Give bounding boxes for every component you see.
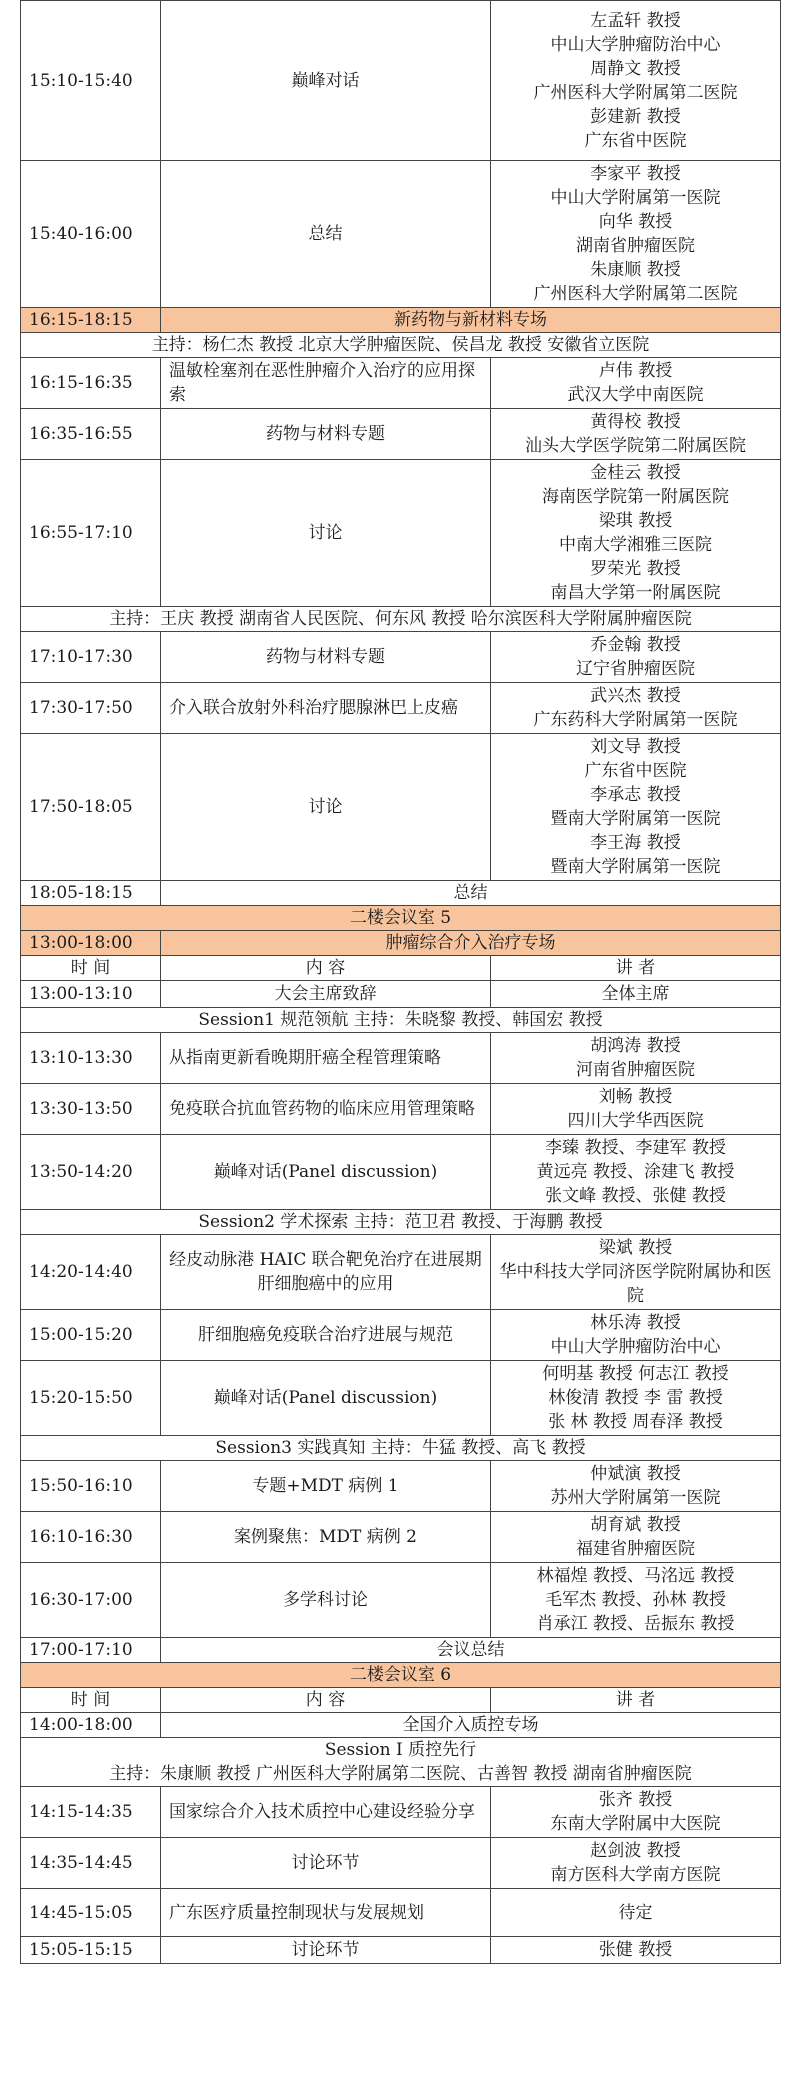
- time-cell: 15:20-15:50: [21, 1361, 161, 1436]
- speaker-cell: [491, 1033, 781, 1084]
- speaker-line: 苏州大学附属第一医院: [550, 1488, 721, 1508]
- speaker-line: 李臻 教授、李建军 教授: [545, 1138, 726, 1158]
- schedule-row-20: [21, 1135, 781, 1210]
- host-text: Session Ⅰ 质控先行: [324, 1740, 477, 1760]
- schedule-row-27: [21, 1512, 781, 1563]
- schedule-row-21: [21, 1210, 781, 1235]
- host-line: [21, 333, 781, 358]
- speaker-line: 广州医科大学附属第二医院: [533, 284, 738, 304]
- speaker-line: 林福煌 教授、马洺远 教授: [536, 1566, 735, 1586]
- speaker-cell: [491, 358, 781, 409]
- speaker-line: 卢伟 教授: [598, 361, 673, 381]
- session-title: 肿瘤综合介入治疗专场: [161, 931, 781, 956]
- time-cell: 16:15-16:35: [21, 358, 161, 409]
- schedule-row-24: [21, 1361, 781, 1436]
- speaker-line: 左孟轩 教授: [590, 10, 681, 31]
- speaker-line: 毛军杰 教授、孙林 教授: [545, 1590, 726, 1610]
- speaker-line: 全体主席: [601, 984, 670, 1004]
- time-cell: 15:10-15:40: [21, 1, 161, 161]
- speaker-cell: [491, 632, 781, 683]
- speaker-line: 何明基 教授 何志江 教授: [542, 1364, 729, 1384]
- schedule-row-14: [21, 931, 781, 956]
- room-title: 二楼会议室 6: [21, 1663, 781, 1688]
- time-cell: 17:50-18:05: [21, 734, 161, 881]
- schedule-row-5: [21, 358, 781, 409]
- schedule-row-22: [21, 1235, 781, 1310]
- time-cell: 13:50-14:20: [21, 1135, 161, 1210]
- speaker-line: 东南大学附属中大医院: [550, 1814, 721, 1834]
- schedule-row-30: [21, 1663, 781, 1688]
- column-header: 讲 者: [491, 1688, 781, 1713]
- speaker-cell: [491, 734, 781, 881]
- schedule-row-34: [21, 1787, 781, 1838]
- time-cell: 13:00-13:10: [21, 981, 161, 1008]
- speaker-line: 福建省肿瘤医院: [576, 1539, 695, 1559]
- speaker-cell: [491, 1838, 781, 1889]
- speaker-line: 南昌大学第一附属医院: [550, 583, 721, 603]
- speaker-line: 广东药科大学附属第一医院: [533, 710, 738, 730]
- host-text-2: 主持：朱康顺 教授 广州医科大学附属第二医院、古善智 教授 湖南省肿瘤医院: [109, 1764, 692, 1784]
- schedule-row-29: [21, 1638, 781, 1663]
- column-header: 时 间: [21, 956, 161, 981]
- schedule-row-36: [21, 1889, 781, 1937]
- speaker-line: 黄得校 教授: [590, 412, 681, 432]
- time-cell: 13:10-13:30: [21, 1033, 161, 1084]
- speaker-line: 张齐 教授: [598, 1790, 673, 1810]
- speaker-cell: [491, 1563, 781, 1638]
- summary-cell: 总结: [161, 881, 781, 906]
- speaker-cell: [491, 1461, 781, 1512]
- host-text: Session1 规范领航 主持：朱晓黎 教授、韩国宏 教授: [198, 1010, 603, 1030]
- schedule-row-31: [21, 1688, 781, 1713]
- schedule-row-11: [21, 734, 781, 881]
- speaker-line: 李家平 教授: [590, 164, 681, 184]
- speaker-cell: [491, 683, 781, 734]
- topic-cell: 温敏栓塞剂在恶性肿瘤介入治疗的应用探索: [161, 358, 491, 409]
- topic-cell: 巅峰对话(Panel discussion): [161, 1361, 491, 1436]
- speaker-line: 中山大学肿瘤防治中心: [550, 1337, 721, 1357]
- time-cell: 13:30-13:50: [21, 1084, 161, 1135]
- topic-cell: 讨论: [161, 460, 491, 607]
- schedule-row-10: [21, 683, 781, 734]
- topic-cell: 讨论环节: [161, 1937, 491, 1964]
- speaker-cell: [491, 1235, 781, 1310]
- topic-cell: 大会主席致辞: [161, 981, 491, 1008]
- speaker-cell: [491, 1937, 781, 1964]
- speaker-line: 李承志 教授: [590, 785, 681, 805]
- speaker-line: 仲斌演 教授: [590, 1464, 681, 1484]
- time-cell: 14:20-14:40: [21, 1235, 161, 1310]
- topic-cell: 肝细胞癌免疫联合治疗进展与规范: [161, 1310, 491, 1361]
- time-cell: 16:10-16:30: [21, 1512, 161, 1563]
- speaker-line: 广东省中医院: [584, 130, 687, 151]
- time-cell: 16:30-17:00: [21, 1563, 161, 1638]
- schedule-row-9: [21, 632, 781, 683]
- topic-cell: 讨论环节: [161, 1838, 491, 1889]
- speaker-line: 暨南大学附属第一医院: [550, 857, 721, 877]
- schedule-row-25: [21, 1436, 781, 1461]
- host-text: Session3 实践真知 主持：牛猛 教授、高飞 教授: [215, 1438, 586, 1458]
- schedule-row-37: [21, 1937, 781, 1964]
- speaker-cell: [491, 409, 781, 460]
- speaker-line: 李王海 教授: [590, 833, 681, 853]
- speaker-line: 朱康顺 教授: [590, 260, 681, 280]
- speaker-line: 周静文 教授: [590, 58, 681, 79]
- speaker-line: 四川大学华西医院: [567, 1111, 704, 1131]
- topic-cell: 从指南更新看晚期肝癌全程管理策略: [161, 1033, 491, 1084]
- speaker-line: 海南医学院第一附属医院: [542, 487, 729, 507]
- speaker-line: 乔金翰 教授: [590, 635, 681, 655]
- column-header: 讲 者: [491, 956, 781, 981]
- speaker-line: 黄远亮 教授、涂建飞 教授: [536, 1162, 735, 1182]
- speaker-line: 梁斌 教授: [598, 1238, 673, 1258]
- speaker-cell: [491, 1084, 781, 1135]
- schedule-row-16: [21, 981, 781, 1008]
- host-text: Session2 学术探索 主持：范卫君 教授、于海鹏 教授: [198, 1212, 603, 1232]
- speaker-line: 暨南大学附属第一医院: [550, 809, 721, 829]
- topic-cell: 药物与材料专题: [161, 632, 491, 683]
- host-text: 主持：杨仁杰 教授 北京大学肿瘤医院、侯昌龙 教授 安徽省立医院: [151, 335, 650, 355]
- time-cell: 18:05-18:15: [21, 881, 161, 906]
- speaker-line: 武兴杰 教授: [590, 686, 681, 706]
- summary-cell: 全国介入质控专场: [161, 1713, 781, 1738]
- speaker-line: 张 林 教授 周春泽 教授: [548, 1412, 723, 1432]
- schedule-row-13: [21, 906, 781, 931]
- time-cell: 15:00-15:20: [21, 1310, 161, 1361]
- topic-cell: 广东医疗质量控制现状与发展规划: [161, 1889, 491, 1937]
- schedule-row-2: [21, 161, 781, 308]
- topic-cell: 讨论: [161, 734, 491, 881]
- time-cell: 14:35-14:45: [21, 1838, 161, 1889]
- topic-cell: 巅峰对话: [161, 1, 491, 161]
- speaker-line: 赵剑波 教授: [590, 1841, 681, 1861]
- speaker-line: 张健 教授: [598, 1940, 673, 1960]
- schedule-row-23: [21, 1310, 781, 1361]
- time-cell: 17:30-17:50: [21, 683, 161, 734]
- speaker-line: 林俊清 教授 李 雷 教授: [548, 1388, 723, 1408]
- host-line: [21, 1436, 781, 1461]
- speaker-line: 罗荣光 教授: [590, 559, 681, 579]
- speaker-cell: [491, 1135, 781, 1210]
- speaker-line: 湖南省肿瘤医院: [576, 236, 695, 256]
- schedule-row-3: [21, 308, 781, 333]
- topic-cell: 免疫联合抗血管药物的临床应用管理策略: [161, 1084, 491, 1135]
- speaker-cell: [491, 1361, 781, 1436]
- speaker-line: 胡育斌 教授: [590, 1515, 681, 1535]
- column-header: 内 容: [161, 956, 491, 981]
- room-title: 二楼会议室 5: [21, 906, 781, 931]
- speaker-line: 中山大学附属第一医院: [550, 188, 721, 208]
- column-header: 内 容: [161, 1688, 491, 1713]
- speaker-line: 刘畅 教授: [598, 1087, 673, 1107]
- schedule-table: [20, 0, 781, 1964]
- schedule-row-33: [21, 1738, 781, 1787]
- schedule-row-6: [21, 409, 781, 460]
- schedule-row-28: [21, 1563, 781, 1638]
- speaker-line: 中南大学湘雅三医院: [559, 535, 712, 555]
- topic-cell: 专题+MDT 病例 1: [161, 1461, 491, 1512]
- speaker-line: 林乐涛 教授: [590, 1313, 681, 1333]
- summary-cell: 会议总结: [161, 1638, 781, 1663]
- topic-cell: 案例聚焦：MDT 病例 2: [161, 1512, 491, 1563]
- session-time: 16:15-18:15: [21, 308, 161, 333]
- time-cell: 14:15-14:35: [21, 1787, 161, 1838]
- speaker-line: 南方医科大学南方医院: [550, 1865, 721, 1885]
- speaker-line: 彭建新 教授: [590, 106, 681, 127]
- time-cell: 17:00-17:10: [21, 1638, 161, 1663]
- host-line: [21, 1210, 781, 1235]
- time-cell: 15:50-16:10: [21, 1461, 161, 1512]
- speaker-line: 广东省中医院: [584, 761, 687, 781]
- speaker-cell: [491, 1787, 781, 1838]
- topic-cell: 药物与材料专题: [161, 409, 491, 460]
- topic-cell: 巅峰对话(Panel discussion): [161, 1135, 491, 1210]
- speaker-cell: [491, 161, 781, 308]
- speaker-line: 梁琪 教授: [598, 511, 673, 531]
- schedule-row-15: [21, 956, 781, 981]
- speaker-cell: [491, 1889, 781, 1937]
- speaker-cell: [491, 981, 781, 1008]
- speaker-line: 辽宁省肿瘤医院: [576, 659, 695, 679]
- speaker-cell: [491, 1, 781, 161]
- topic-cell: 介入联合放射外科治疗腮腺淋巴上皮癌: [161, 683, 491, 734]
- speaker-cell: [491, 1310, 781, 1361]
- speaker-line: 胡鸿涛 教授: [590, 1036, 681, 1056]
- schedule-row-17: [21, 1008, 781, 1033]
- schedule-row-4: [21, 333, 781, 358]
- host-text: 主持：王庆 教授 湖南省人民医院、何东风 教授 哈尔滨医科大学附属肿瘤医院: [109, 609, 692, 629]
- speaker-line: 肖承江 教授、岳振东 教授: [536, 1614, 735, 1634]
- host-line: [21, 1008, 781, 1033]
- time-cell: 14:45-15:05: [21, 1889, 161, 1937]
- speaker-line: 中山大学肿瘤防治中心: [550, 34, 721, 55]
- schedule-row-35: [21, 1838, 781, 1889]
- speaker-cell: [491, 1512, 781, 1563]
- topic-cell: 国家综合介入技术质控中心建设经验分享: [161, 1787, 491, 1838]
- speaker-line: 广州医科大学附属第二医院: [533, 82, 738, 103]
- speaker-line: 待定: [618, 1902, 653, 1923]
- speaker-line: 华中科技大学同济医学院附属协和医院: [499, 1262, 772, 1306]
- topic-cell: 经皮动脉港 HAIC 联合靶免治疗在进展期肝细胞癌中的应用: [161, 1235, 491, 1310]
- column-header: 时 间: [21, 1688, 161, 1713]
- speaker-cell: [491, 460, 781, 607]
- speaker-line: 武汉大学中南医院: [567, 385, 704, 405]
- time-cell: 16:35-16:55: [21, 409, 161, 460]
- time-cell: 15:05-15:15: [21, 1937, 161, 1964]
- speaker-line: 张文峰 教授、张健 教授: [545, 1186, 726, 1206]
- time-cell: 17:10-17:30: [21, 632, 161, 683]
- speaker-line: 金桂云 教授: [590, 463, 681, 483]
- speaker-line: 河南省肿瘤医院: [576, 1060, 695, 1080]
- speaker-line: 刘文导 教授: [590, 737, 681, 757]
- host-line: [21, 607, 781, 632]
- time-cell: 16:55-17:10: [21, 460, 161, 607]
- schedule-row-32: [21, 1713, 781, 1738]
- schedule-row-8: [21, 607, 781, 632]
- topic-cell: 多学科讨论: [161, 1563, 491, 1638]
- schedule-row-18: [21, 1033, 781, 1084]
- time-cell: 14:00-18:00: [21, 1713, 161, 1738]
- schedule-row-12: [21, 881, 781, 906]
- time-cell: 15:40-16:00: [21, 161, 161, 308]
- session-time: 13:00-18:00: [21, 931, 161, 956]
- schedule-row-19: [21, 1084, 781, 1135]
- session-title: 新药物与新材料专场: [161, 308, 781, 333]
- topic-cell: 总结: [161, 161, 491, 308]
- schedule-row-7: [21, 460, 781, 607]
- schedule-row-26: [21, 1461, 781, 1512]
- host-line: [21, 1738, 781, 1787]
- schedule-row-1: [21, 1, 781, 161]
- speaker-line: 向华 教授: [598, 212, 673, 232]
- speaker-line: 汕头大学医学院第二附属医院: [525, 436, 746, 456]
